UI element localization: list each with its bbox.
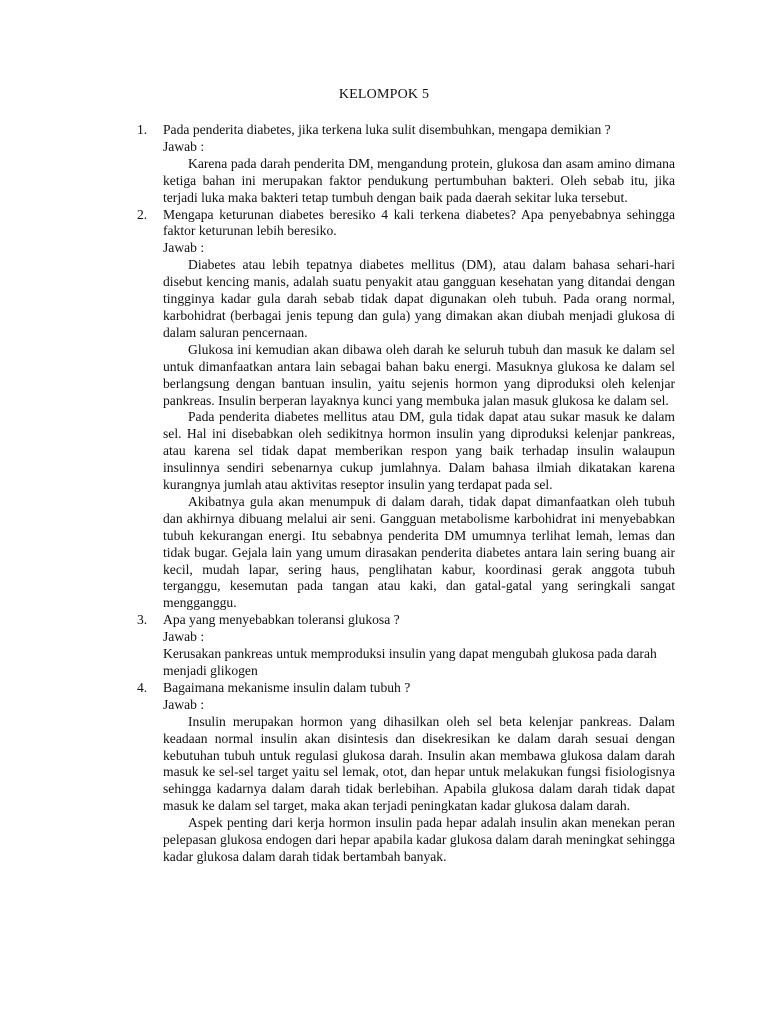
question-item: [137, 207, 675, 613]
question-item: [137, 122, 675, 207]
answer-paragraph: Karena pada darah penderita DM, mengandung protein, glukosa dan asam amino dimana ketiga bahan ini merupakan faktor pendukung pertumbuhan bakteri. Oleh sebab itu, jika terjadi luka maka bakteri tetap tumbuh dengan baik pada daerah sekitar luka tersebut.: [163, 155, 675, 205]
question-text: Pada penderita diabetes, jika terkena luka sulit disembuhkan, mengapa demikian ?: [163, 122, 611, 137]
answer-paragraph: Pada penderita diabetes mellitus atau DM, gula tidak dapat atau sukar masuk ke dalam sel. Hal ini disebabkan oleh sedikitnya hormon insulin yang diproduksi kelenjar pankreas, atau karena sel tidak dapat memberikan respon yang baik terhadap insulin walaupun insulinnya sendiri sebenarnya cukup jumlahnya. Dalam bahasa ilmiah dikatakan karena kurangnya jumlah atau aktivitas reseptor insulin yang terdapat pada sel.: [163, 409, 675, 493]
answer-paragraph: Diabetes atau lebih tepatnya diabetes mellitus (DM), atau dalam bahasa sehari-hari disebut kencing manis, adalah suatu penyakit atau gangguan kesehatan yang ditandai dengan tingginya kadar gula darah sebab tidak dapat digunakan oleh tubuh. Pada orang normal, karbohidrat (berbagai jenis tepung dan gula) yang dimakan akan diubah menjadi glukosa di dalam saluran pencernaan.: [163, 257, 675, 340]
answer-paragraph: Akibatnya gula akan menumpuk di dalam darah, tidak dapat dimanfaatkan oleh tubuh dan akhirnya dibuang melalui air seni. Gangguan metabolisme karbohidrat ini menyebabkan tubuh kekurangan energi. Itu sebabnya penderita DM umumnya terlihat lemah, lemas dan tidak bugar. Gejala lain yang umum dirasakan penderita diabetes antara lain sering buang air kecil, mudah lapar, sering haus, penglihatan kabur, koordinasi gerak anggota tubuh terganggu, kesemutan pada tangan atau kaki, dan gatal-gatal yang seringkali sangat mengganggu.: [163, 493, 675, 611]
answer-paragraph: Kerusakan pankreas untuk memproduksi insulin yang dapat mengubah glukosa pada darah menjadi glikogen: [163, 646, 657, 678]
question-list: [137, 122, 675, 866]
question-number: 4.: [137, 679, 148, 695]
answer-label: Jawab :: [163, 240, 205, 256]
question-text: Mengapa keturunan diabetes beresiko 4 kali terkena diabetes? Apa penyebabnya sehingga faktor keturunan lebih beresiko.: [163, 206, 675, 239]
answer-paragraph: Insulin merupakan hormon yang dihasilkan oleh sel beta kelenjar pankreas. Dalam keadaan normal insulin akan disintesis dan disekresikan ke dalam darah sesuai dengan kebutuhan tubuh untuk regulasi glukosa darah. Insulin akan membawa glukosa dalam darah masuk ke sel-sel target yaitu sel lemak, otot, dan hepar untuk melakukan fungsi fisiologisnya sehingga kadarnya dalam darah tidak berlebihan. Apabila glukosa dalam darah tidak dapat masuk ke dalam sel target, maka akan terjadi peningkatan kadar glukosa dalam darah.: [163, 713, 675, 814]
page-title: KELOMPOK 5: [338, 87, 430, 102]
answer-label: Jawab :: [163, 138, 205, 154]
answer-label: Jawab :: [163, 696, 205, 712]
question-number: 2.: [137, 206, 148, 222]
question-item: [137, 612, 675, 680]
question-item: [137, 680, 675, 866]
answer-paragraph: Glukosa ini kemudian akan dibawa oleh darah ke seluruh tubuh dan masuk ke dalam sel untuk dimanfaatkan antara lain sebagai bahan baku energi. Masuknya glukosa ke dalam sel berlangsung dengan bantuan insulin, yaitu sejenis hormon yang diproduksi oleh kelenjar pankreas. Insulin berperan layaknya kunci yang membuka jalan masuk glukosa ke dalam sel.: [163, 341, 675, 408]
question-text: Bagaimana mekanisme insulin dalam tubuh ?: [163, 679, 411, 695]
question-number: 1.: [137, 122, 148, 137]
answer-paragraph: Aspek penting dari kerja hormon insulin pada hepar adalah insulin akan menekan peran pelepasan glukosa endogen dari hepar apabila kadar glukosa dalam darah meningkat sehingga kadar glukosa dalam darah tidak bertambah banyak.: [163, 815, 675, 864]
question-text: Apa yang menyebabkan toleransi glukosa ?: [163, 612, 400, 628]
question-number: 3.: [137, 612, 148, 628]
answer-label: Jawab :: [163, 629, 205, 645]
